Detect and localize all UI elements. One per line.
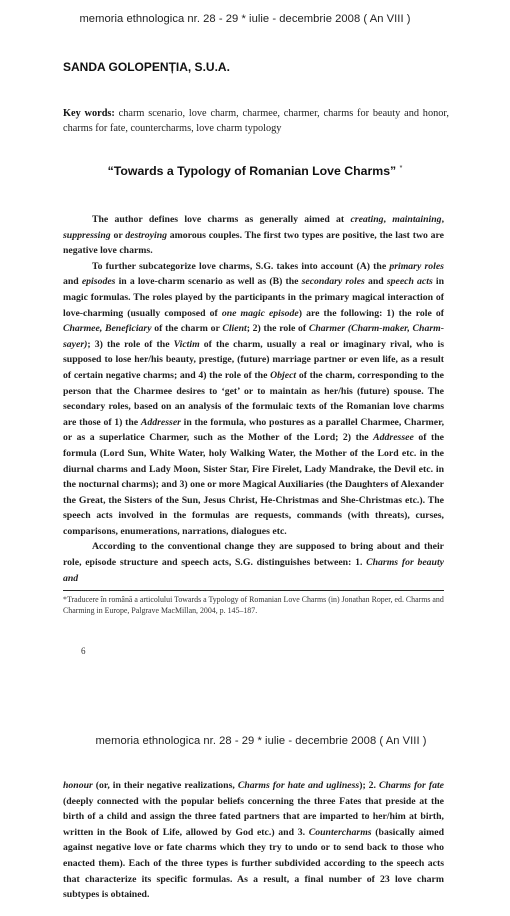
italic-term: one magic episode bbox=[221, 307, 299, 319]
italic-term: Object bbox=[270, 369, 297, 381]
italic-term: Charms for beauty and bbox=[63, 557, 444, 584]
italic-term: Countercharms bbox=[308, 826, 372, 838]
italic-term: destroying bbox=[125, 229, 168, 241]
italic-term: maintaining bbox=[392, 214, 442, 225]
text-run: or bbox=[110, 229, 126, 241]
text-run: ) are the following: 1) the role of bbox=[298, 307, 444, 319]
running-header-page2: memoria ethnologica nr. 28 - 29 * iulie - decembrie 2008 ( An VIII ) bbox=[95, 735, 427, 747]
italic-term: honour bbox=[63, 780, 93, 791]
text-run: The author defines love charms as generally aimed at bbox=[92, 214, 351, 225]
italic-term: Charmee, Beneficiary bbox=[63, 323, 152, 335]
italic-term: episodes bbox=[81, 276, 116, 288]
text-run: and bbox=[63, 276, 82, 288]
italic-term: primary roles bbox=[389, 260, 444, 272]
italic-term: Addresser bbox=[140, 416, 181, 428]
text-run: , bbox=[441, 214, 444, 225]
text-run: ; 3) the role of the bbox=[87, 338, 174, 350]
page1-body bbox=[63, 212, 444, 586]
running-header: memoria ethnologica nr. 28 - 29 * iulie - decembrie 2008 ( An VIII ) bbox=[79, 13, 411, 25]
text-run: According to the conventional change they are supposed to bring about and their role, episode structure and speech acts, S.G. distinguishes between: 1. bbox=[63, 541, 444, 569]
article-title-text: “Towards a Typology of Romanian Love Charms” bbox=[107, 164, 397, 178]
body-paragraph bbox=[63, 259, 444, 540]
body-paragraph bbox=[63, 212, 444, 259]
italic-term: Addressee bbox=[373, 432, 414, 444]
text-run: in magic formulas. The roles played by the participants in the primary magical interaction of love-charming (usually composed of bbox=[63, 276, 444, 319]
text-run: ); 2. bbox=[359, 780, 379, 791]
text-run: To further subcategorize love charms, S.G. takes into account (A) the bbox=[92, 260, 390, 272]
page-number: 6 bbox=[81, 646, 86, 656]
keywords-text: charm scenario, love charm, charmee, charmer, charms for beauty and honor, charms for fate, countercharms, love charm typology bbox=[63, 108, 449, 134]
keywords-label: Key words: bbox=[63, 108, 115, 119]
italic-term: speech acts bbox=[386, 276, 433, 288]
footnote-rule bbox=[63, 590, 444, 591]
italic-term: suppressing bbox=[63, 229, 111, 241]
text-run: in the formula, who postures as a parallel Charmee, Charmer, or as a superlatice Charmer, such as the Mother of the Lord; 2) the bbox=[63, 416, 445, 444]
text-run: of the formula (Lord Sun, White Water, holy Walking Water, the Mother of the Lord etc. in the diurnal charms and Lady Moon, Sister Star, Fire Firelet, Lady Mandrake, the Devil etc. in the nocturnal charms); and 3) one or more Magical Auxiliaries (the Daughters of Alexander the Great, the Sisters of the Sun, Jesus Christ, He-Christmas and She-Christmas etc.). The speech acts involved in the formulas are requests, commands (with threats), curses, comparisons, enumerations, narrations, dialogues etc. bbox=[63, 432, 444, 537]
text-run: , bbox=[383, 214, 393, 225]
author-name: SANDA GOLOPENȚIA, S.U.A. bbox=[63, 60, 230, 74]
italic-term: creating bbox=[350, 214, 384, 225]
page2-body bbox=[63, 778, 444, 903]
italic-term: secondary roles bbox=[301, 276, 365, 288]
article-title bbox=[0, 164, 510, 178]
keywords bbox=[63, 106, 449, 136]
footnote-marker: * bbox=[399, 164, 403, 172]
body-paragraph bbox=[63, 539, 444, 586]
italic-term: Client bbox=[222, 323, 247, 335]
text-run: (deeply connected with the popular beliefs concerning the three Fates that preside at the birth of a child and assign the three fated partners that are imparted to her/him at birth, written in the Book of Life, allowed by God etc.) and 3. bbox=[63, 795, 444, 838]
italic-term: Charms for fate bbox=[378, 780, 444, 791]
italic-term: Charmer (Charm-maker, Charm-sayer) bbox=[63, 323, 444, 350]
text-run: ; 2) the role of bbox=[246, 323, 309, 335]
text-run: in a love-charm scenario as well as (B) the bbox=[115, 276, 302, 288]
text-run: and bbox=[364, 276, 387, 288]
italic-term: Victim bbox=[173, 338, 200, 350]
text-run: of the charm, corresponding to the person that the Charmee desires to ‘get’ or to maintain as her/his (future) spouse. The secondary roles, based on an analysis of the formulaic texts of the Romanian love charms are those of 1) the bbox=[63, 369, 445, 428]
body-paragraph bbox=[63, 778, 444, 903]
italic-term: Charms for hate and ugliness bbox=[237, 780, 360, 791]
footnote: *Traducere în română a articolului Towards a Typology of Romanian Love Charms (in) Jonathan Roper, ed. Charms and Charming in Europe, Palgrave MacMillan, 2004, p. 145–187. bbox=[63, 595, 444, 615]
text-run: of the charm, usually a real or imaginary rival, who is supposed to lose her/his beauty, prestige, (future) marriage partner or even life, as a result of certain negative charms; and 4) the role of the bbox=[63, 338, 445, 381]
text-run: amorous couples. The first two types are positive, the last two are negative love charms. bbox=[63, 229, 444, 257]
text-run: (or, in their negative realizations, bbox=[92, 780, 238, 791]
text-run: of the charm or bbox=[151, 323, 223, 335]
text-run: (basically aimed against negative love or fate charms which they try to undo or to send back to those who enacted them). Each of the three types is further subdivided according to the speech acts that characterize its specific formulas. As a result, a final number of 23 love charm subtypes is obtained. bbox=[63, 826, 444, 901]
